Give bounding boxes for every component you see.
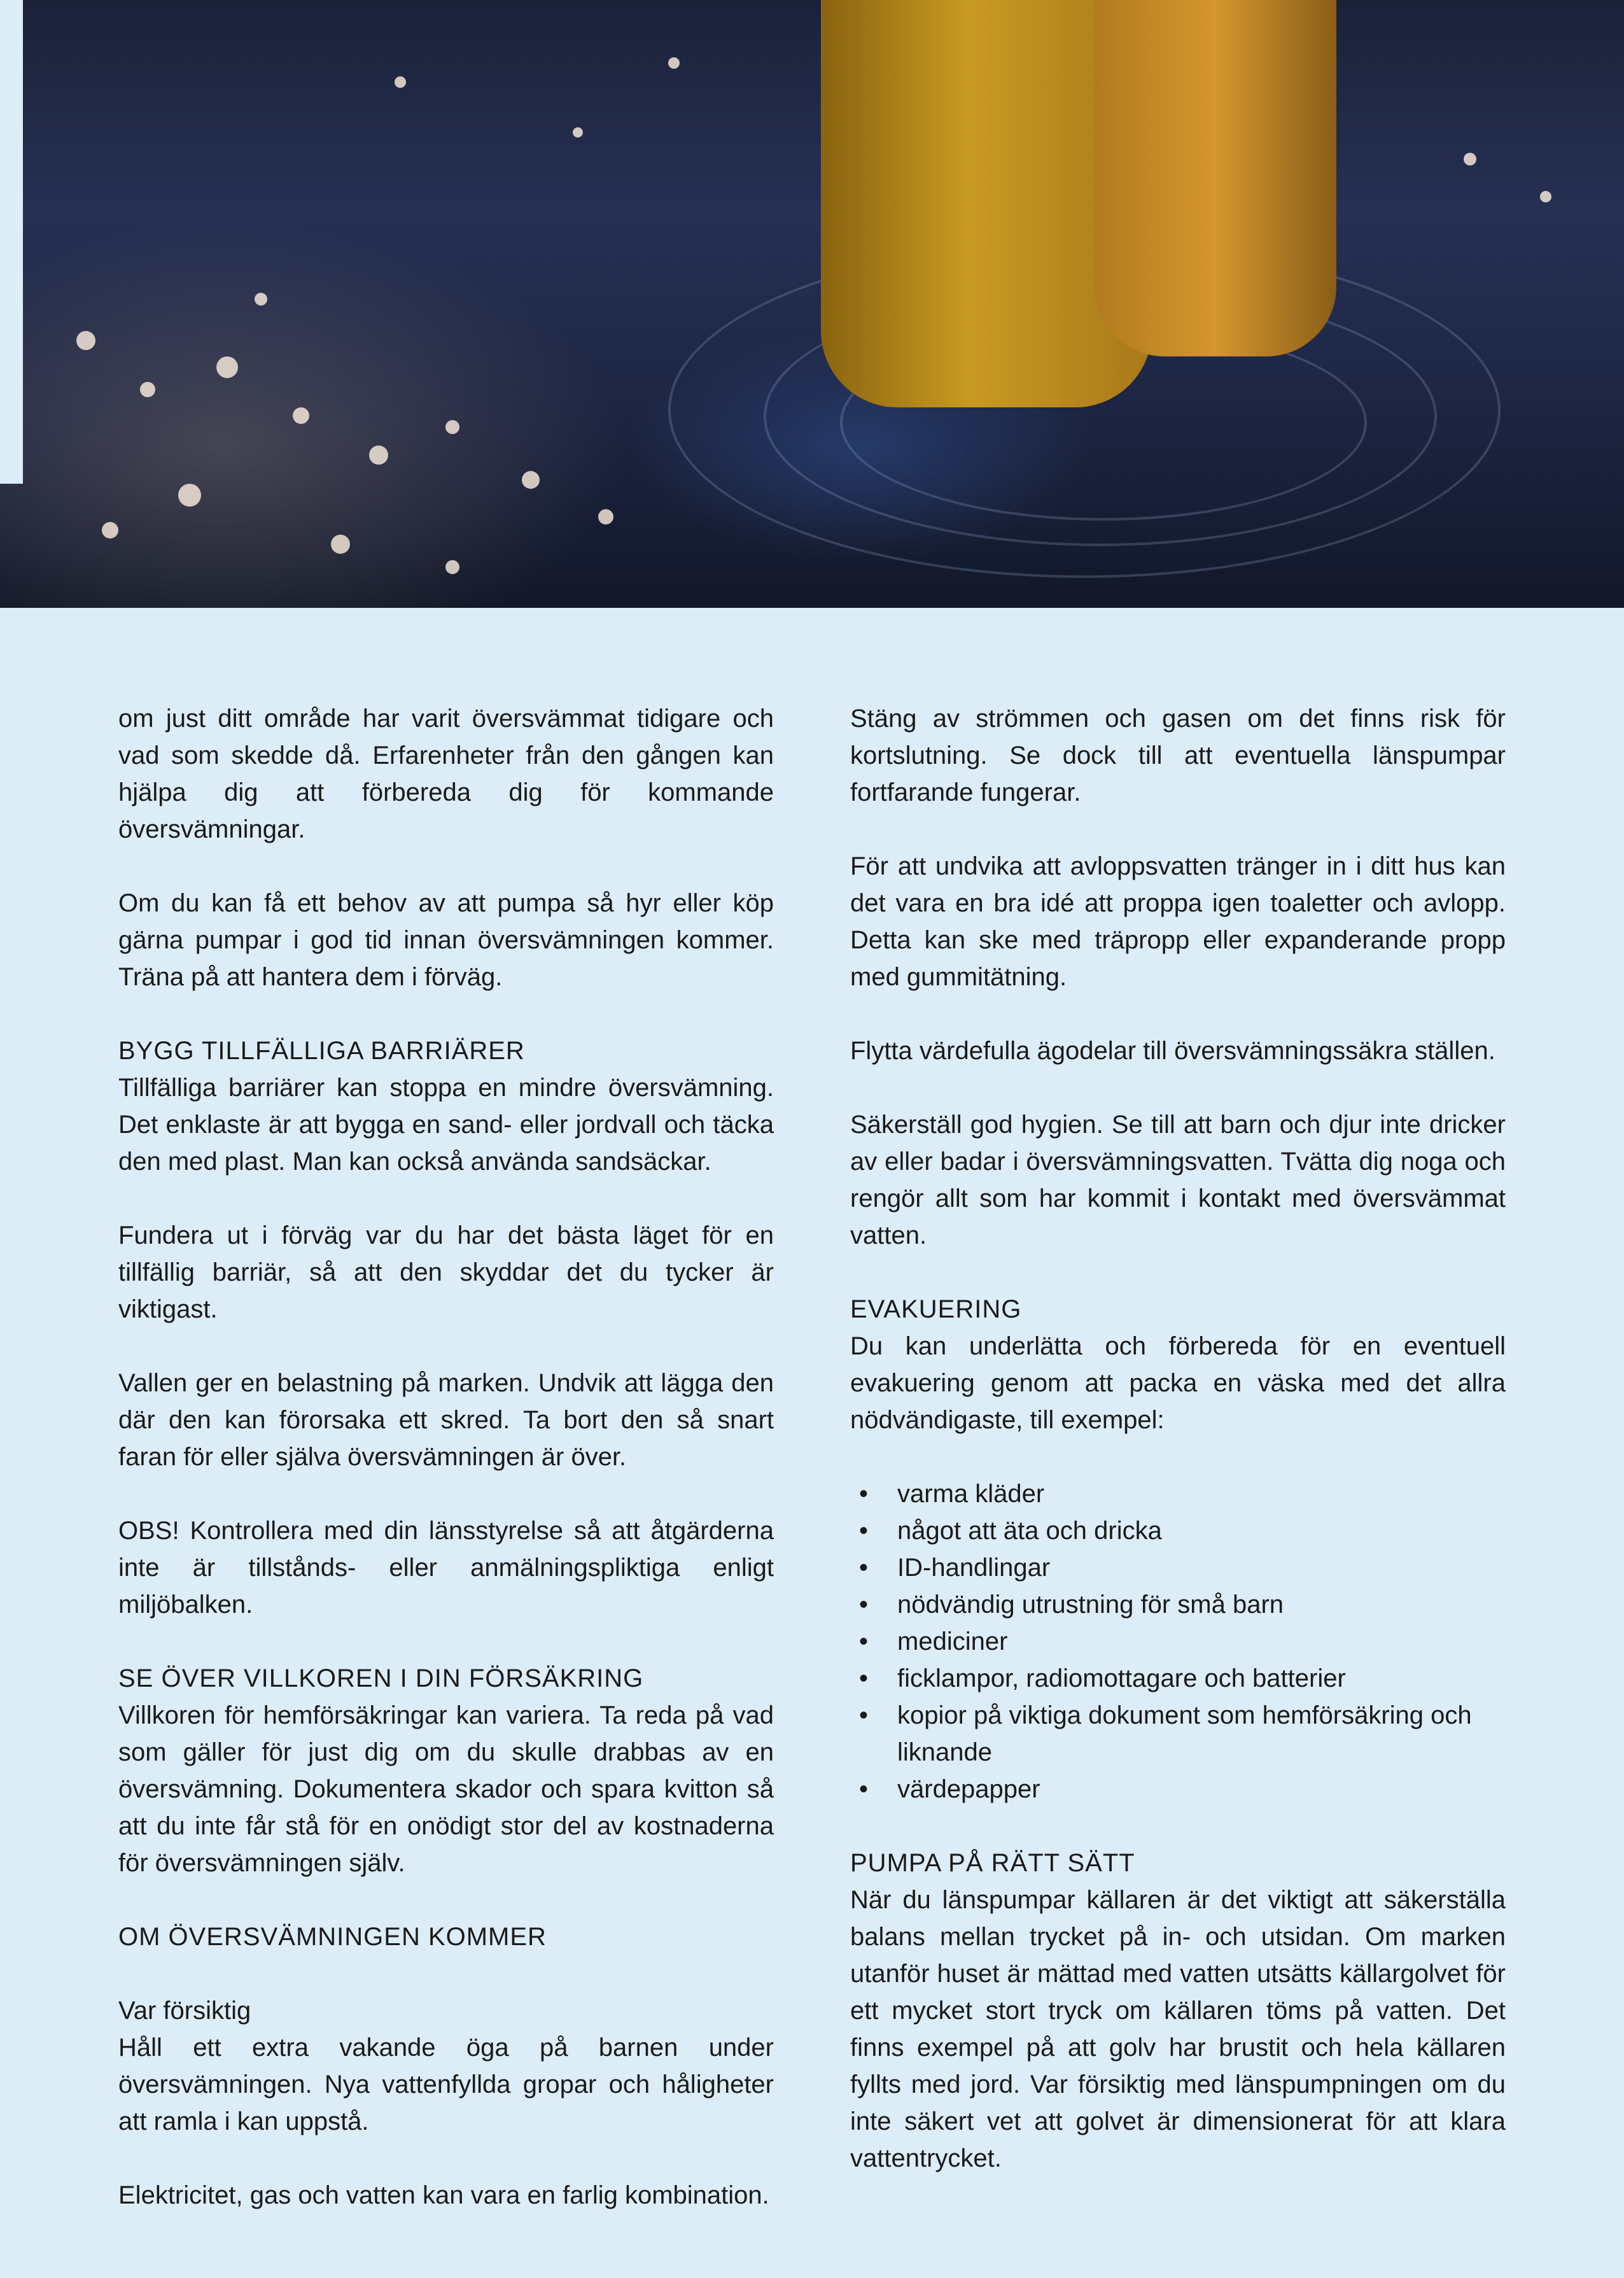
paragraph: Vallen ger en belastning på marken. Undvik att lägga den där den kan förorsaka ett skred. Ta bort den så snart faran för eller själva översvämningen är över. xyxy=(118,1369,774,1471)
sparkle xyxy=(522,471,540,489)
sparkle xyxy=(668,57,680,69)
sparkle xyxy=(255,293,267,306)
paragraph: När du länspumpar källaren är det viktigt att säkerställa balans mellan trycket på in- och utsidan. Om marken utanför huset är mättad med vatten utsätts källargolvet för ett mycket stort tryck om källaren töms på vatten. Det finns exempel på att golv har brustit och hela källaren fyllts med jord. Var försiktig med länspumpningen om du inte säkert vet att golvet är dimensionerat för att klara vattentrycket. xyxy=(850,1886,1506,2172)
right-column xyxy=(850,700,1506,2214)
sparkle xyxy=(445,420,459,434)
paragraph: Flytta värdefulla ägodelar till översvämningssäkra ställen. xyxy=(850,1037,1495,1065)
paragraph: Håll ett extra vakande öga på barnen under översvämningen. Nya vattenfyllda gropar och håligheter att ramla i kan uppstå. xyxy=(118,2034,774,2135)
sparkle xyxy=(598,509,613,524)
sparkle xyxy=(216,356,238,378)
sparkle xyxy=(369,446,388,465)
heading-evacuation: EVAKUERING xyxy=(850,1295,1022,1323)
heading-pump: PUMPA PÅ RÄTT SÄTT xyxy=(850,1849,1135,1877)
sparkle xyxy=(395,76,406,88)
paragraph: Fundera ut i förväg var du har det bästa läget för en tillfällig barriär, så att den skyddar det du tycker är viktigast. xyxy=(118,1221,774,1323)
right-boot xyxy=(1095,0,1336,356)
paragraph: Stäng av strömmen och gasen om det finns risk för kortslutning. Se dock till att eventuella länspumpar fortfarande fungerar. xyxy=(850,705,1506,806)
list-item: • kopior på viktiga dokument som hemförsäkring och liknande xyxy=(850,1697,1506,1771)
heading-barriers: BYGG TILLFÄLLIGA BARRIÄRER xyxy=(118,1037,525,1065)
paragraph: Villkoren för hemförsäkringar kan variera. Ta reda på vad som gäller för just dig om du skulle drabbas av en översvämning. Dokumentera skador och spara kvitton så att du inte får stå för en onödigt stor del av kostnaderna för översvämningen själv. xyxy=(118,1701,774,1877)
sparkle xyxy=(1540,191,1551,202)
paragraph: OBS! Kontrollera med din länsstyrelse så att åtgärderna inte är tillstånds- eller anmälningspliktiga enligt miljöbalken. xyxy=(118,1517,774,1619)
paragraph: om just ditt område har varit översvämmat tidigare och vad som skedde då. Erfarenheter från den gången kan hjälpa dig att förbereda dig för kommande översvämningar. xyxy=(118,705,774,843)
left-column xyxy=(118,700,774,2251)
sparkle xyxy=(178,484,201,507)
paragraph: Du kan underlätta och förbereda för en eventuell evakuering genom att packa en väska med det allra nödvändigaste, till exempel: xyxy=(850,1332,1506,1434)
list-item: • något att äta och dricka xyxy=(850,1512,1506,1549)
list-item: • värdepapper xyxy=(850,1771,1506,1808)
paragraph: Tillfälliga barriärer kan stoppa en mindre översvämning. Det enklaste är att bygga en sand- eller jordvall och täcka den med plast. Man kan också använda sandsäckar. xyxy=(118,1074,774,1176)
heading-insurance: SE ÖVER VILLKOREN I DIN FÖRSÄKRING xyxy=(118,1664,644,1692)
sparkle xyxy=(76,331,95,350)
paragraph: Om du kan få ett behov av att pumpa så hyr eller köp gärna pumpar i god tid innan översvämningen kommer. Träna på att hantera dem i förväg. xyxy=(118,889,774,991)
sparkle xyxy=(140,382,155,397)
list-item: • ficklampor, radiomottagare och batterier xyxy=(850,1660,1506,1697)
heading-when-flood-comes: OM ÖVERSVÄMNINGEN KOMMER xyxy=(118,1923,547,1951)
sparkle xyxy=(102,522,118,538)
hero-photo xyxy=(0,0,1624,608)
list-item: • nödvändig utrustning för små barn xyxy=(850,1586,1506,1623)
sparkle xyxy=(331,535,350,554)
sparkle xyxy=(1464,153,1476,165)
paragraph: Elektricitet, gas och vatten kan vara en farlig kombination. xyxy=(118,2181,769,2209)
list-item: • ID-handlingar xyxy=(850,1549,1506,1586)
sparkle xyxy=(293,407,309,424)
hero-edge xyxy=(0,0,23,484)
subheading-careful: Var försiktig xyxy=(118,1997,251,2025)
paragraph: För att undvika att avloppsvatten tränger in i ditt hus kan det vara en bra idé att proppa igen toaletter och avlopp. Detta kan ske med träpropp eller expanderande propp med gummitätning. xyxy=(850,852,1506,991)
list-item: • mediciner xyxy=(850,1623,1506,1660)
list-item: • varma kläder xyxy=(850,1475,1506,1512)
evacuation-list xyxy=(850,1475,1506,1808)
sparkle xyxy=(573,127,583,137)
sparkle xyxy=(445,560,459,574)
paragraph: Säkerställ god hygien. Se till att barn och djur inte dricker av eller badar i översvämningsvatten. Tvätta dig noga och rengör allt som har kommit i kontakt med översvämmat vatten. xyxy=(850,1111,1506,1249)
